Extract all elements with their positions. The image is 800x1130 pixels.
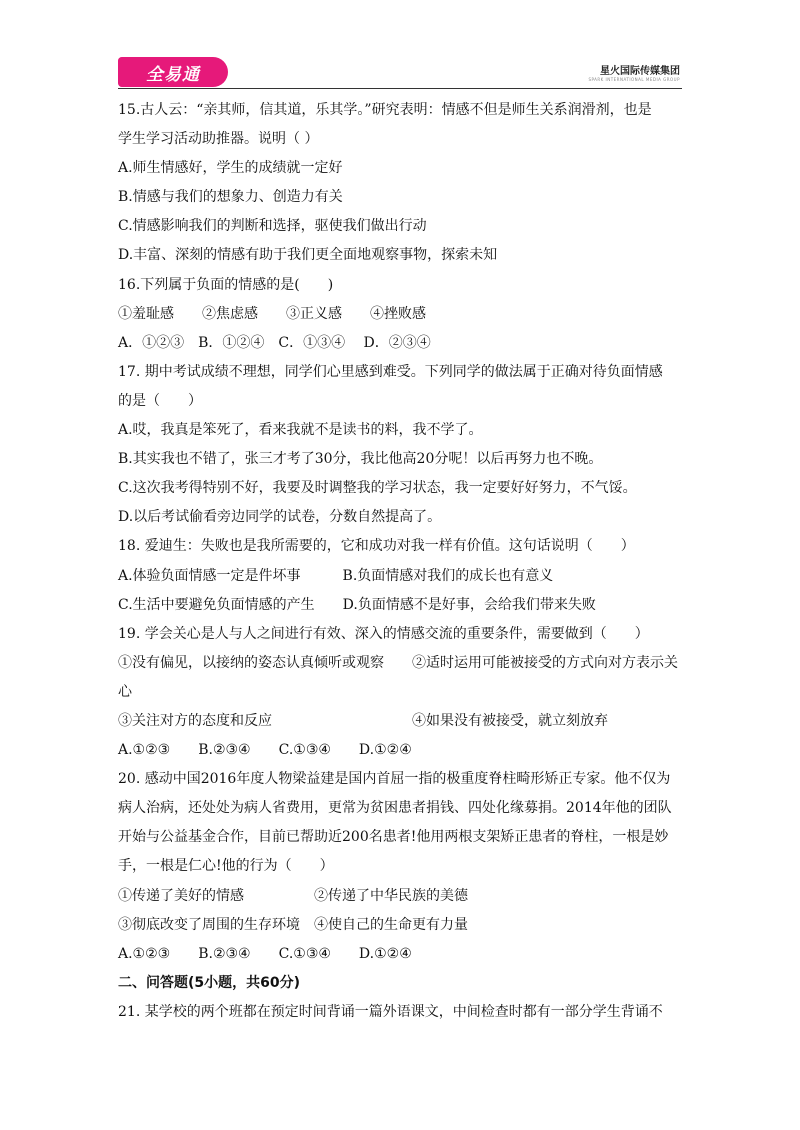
header-divider xyxy=(118,88,682,89)
text-line: 病人治病，还处处为病人省费用，更常为贫困患者捐钱、四处化缘募捐。2014年他的团队 xyxy=(118,800,672,817)
text-line: B.情感与我们的想象力、创造力有关 xyxy=(118,189,343,206)
logo-text: 全易通 xyxy=(146,64,200,85)
logo xyxy=(118,57,228,87)
text-line: 开始与公益基金合作，目前已帮助近200名患者!他用两根支架矫正患者的脊柱，一根是妙 xyxy=(118,829,669,846)
document-body xyxy=(118,96,684,1027)
text-line: 手，一根是仁心!他的行为（ ） xyxy=(118,858,334,875)
text-line: ①没有偏见，以接纳的姿态认真倾听或观察 ②适时运用可能被接受的方式向对方表示关 xyxy=(118,654,678,671)
text-line: C.生活中要避免负面情感的产生 D.负面情感不是好事，会给我们带来失败 xyxy=(118,596,596,613)
text-line: 16.下列属于负面的情感的是( ) xyxy=(118,276,334,293)
text-line: ①传递了美好的情感 ②传递了中华民族的美德 xyxy=(118,887,468,904)
text-line: A.①②③ B.②③④ C.①③④ D.①②④ xyxy=(118,742,412,759)
text-line: A．①②③ B．①②④ C．①③④ D．②③④ xyxy=(118,334,431,351)
text-line: 15.古人云：“亲其师，信其道，乐其学。”研究表明：情感不但是师生关系润滑剂，也是 xyxy=(118,102,652,118)
text-line: C.情感影响我们的判断和选择，驱使我们做出行动 xyxy=(118,218,427,235)
text-line: D.以后考试偷看旁边同学的试卷，分数自然提高了。 xyxy=(118,509,442,526)
text-line: 心 xyxy=(118,683,132,700)
text-line: 学生学习活动助推器。说明（ ） xyxy=(118,131,319,148)
text-line: A.①②③ B.②③④ C.①③④ D.①②④ xyxy=(118,945,412,962)
text-line: A.哎，我真是笨死了，看来我就不是读书的料，我不学了。 xyxy=(118,422,483,439)
section-heading: 二、问答题(5小题，共60分) xyxy=(118,974,301,991)
text-line: ①羞耻感 ②焦虑感 ③正义感 ④挫败感 xyxy=(118,305,426,322)
publisher-subtitle: SPARK INTERNATIONAL MEDIA GROUP xyxy=(588,77,680,82)
text-line: 20. 感动中国2016年度人物梁益建是国内首屈一指的极重度脊柱畸形矫正专家。他不仅为 xyxy=(118,771,671,788)
text-line: B.其实我也不错了，张三才考了30分，我比他高20分呢！以后再努力也不晚。 xyxy=(118,451,603,468)
text-line: 19. 学会关心是人与人之间进行有效、深入的情感交流的重要条件，需要做到（ ） xyxy=(118,625,649,642)
text-line: 17. 期中考试成绩不理想，同学们心里感到难受。下列同学的做法属于正确对待负面情感 xyxy=(118,363,663,380)
page-header xyxy=(0,0,800,90)
publisher xyxy=(588,62,680,82)
publisher-name: 星火国际传媒集团 xyxy=(600,66,680,77)
text-line: A.师生情感好，学生的成绩就一定好 xyxy=(118,160,343,177)
text-line: A.体验负面情感一定是件坏事 B.负面情感对我们的成长也有意义 xyxy=(118,567,554,584)
text-line: ③关注对方的态度和反应 ④如果没有被接受，就立刻放弃 xyxy=(118,712,608,729)
text-line: 21. 某学校的两个班都在预定时间背诵一篇外语课文，中间检查时都有一部分学生背诵不 xyxy=(118,1003,663,1020)
text-line: 18. 爱迪生：失败也是我所需要的，它和成功对我一样有价值。这句话说明（ ） xyxy=(118,538,635,555)
text-line: ③彻底改变了周围的生存环境 ④使自己的生命更有力量 xyxy=(118,916,468,933)
text-line: C.这次我考得特别不好，我要及时调整我的学习状态，我一定要好好努力，不气馁。 xyxy=(118,480,637,497)
text-line: 的是（ ） xyxy=(118,392,202,409)
text-line: D.丰富、深刻的情感有助于我们更全面地观察事物，探索未知 xyxy=(118,247,498,264)
